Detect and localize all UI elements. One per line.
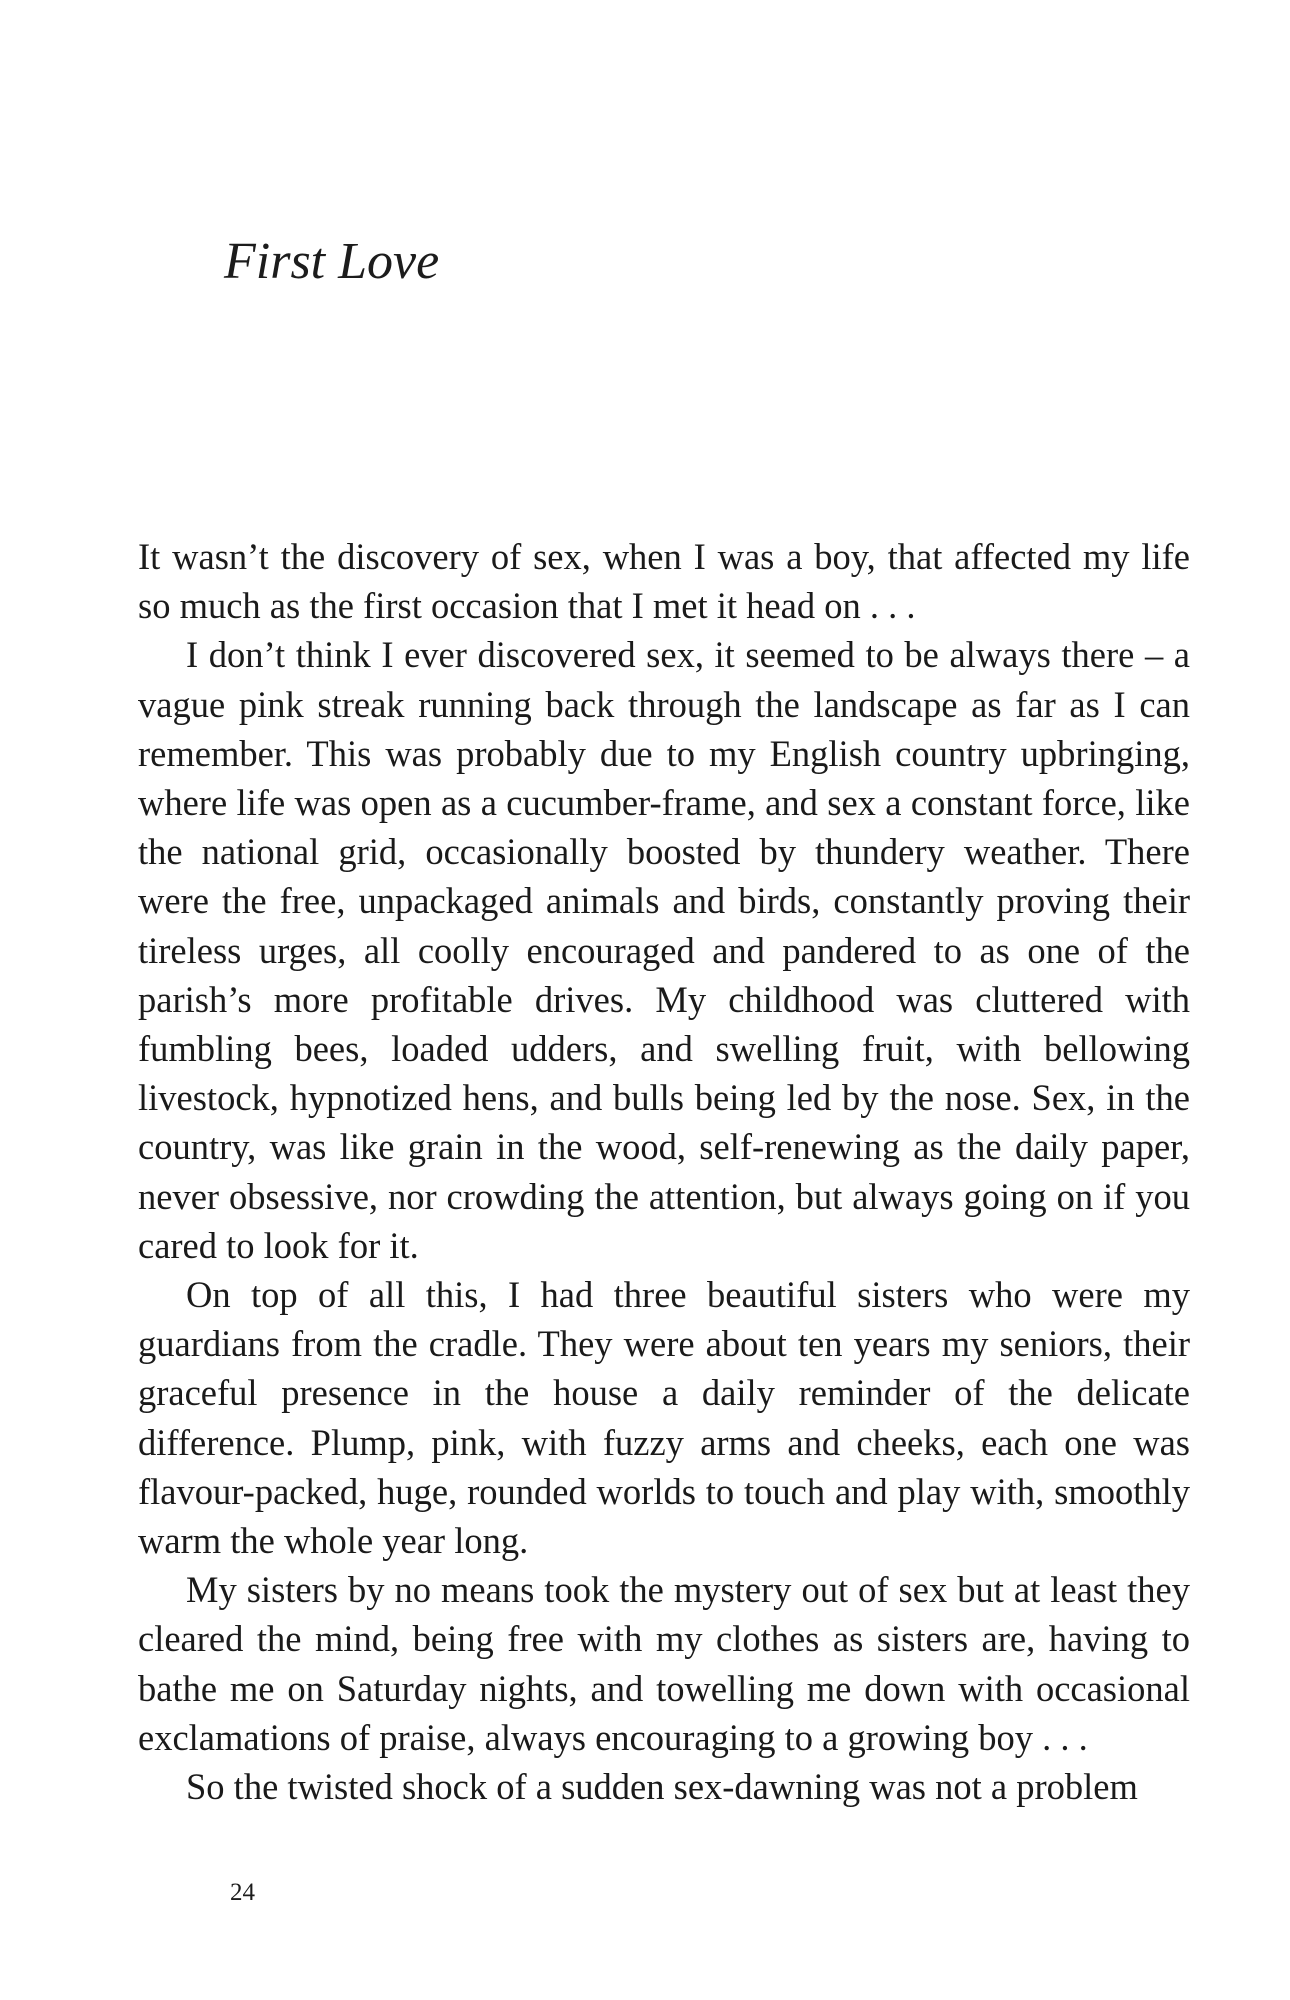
- paragraph-1: It wasn’t the discovery of sex, when I was a boy, that affected my life so much as the first occasion that I met it head on . . .: [138, 536, 1190, 627]
- chapter-title: First Love: [224, 233, 440, 290]
- paragraph-2: I don’t think I ever discovered sex, it seemed to be always there – a vague pink streak running back through the landscape as far as I can remember. This was probably due to my English country upbringing, where life was open as a cucumber-frame, and sex a constant force, like the national grid, occasionally boosted by thundery weather. There were the free, unpackaged animals and birds, constantly proving their tireless urges, all coolly encouraged and pandered to as one of the parish’s more profitable drives. My childhood was cluttered with fumbling bees, loaded udders, and swelling fruit, with bellowing livestock, hypnotized hens, and bulls being led by the nose. Sex, in the country, was like grain in the wood, self-renewing as the daily paper, never obsessive, nor crowding the attention, but always going on if you cared to look for it.: [138, 634, 1190, 1266]
- chapter-body: [138, 532, 1190, 1811]
- paragraph-3: On top of all this, I had three beautiful sisters who were my guardians from the cradle. They were about ten years my seniors, their graceful presence in the house a daily reminder of the delicate difference. Plump, pink, with fuzzy arms and cheeks, each one was flavour-packed, huge, rounded worlds to touch and play with, smoothly warm the whole year long.: [138, 1274, 1190, 1562]
- paragraph-5: So the twisted shock of a sudden sex-dawning was not a problem: [186, 1766, 1138, 1808]
- paragraph-4: My sisters by no means took the mystery out of sex but at least they cleared the mind, being free with my clothes as sisters are, having to bathe me on Saturday nights, and towelling me down with occasional exclamations of praise, always encouraging to a growing boy . . .: [138, 1569, 1190, 1758]
- page-number: 24: [230, 1879, 255, 1906]
